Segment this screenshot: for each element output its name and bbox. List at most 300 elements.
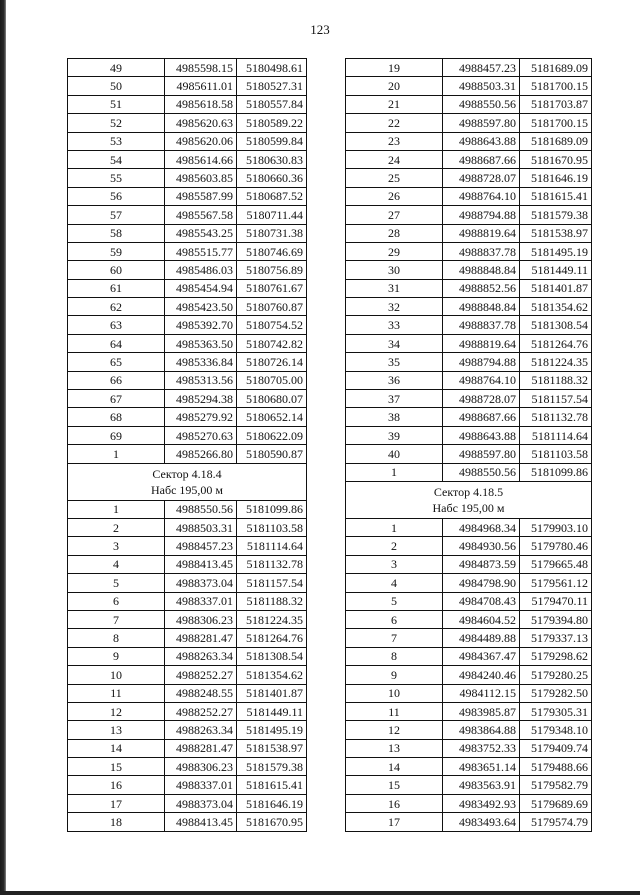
table-row — [68, 150, 307, 168]
table-row — [346, 279, 592, 297]
point-number-cell: 68 — [68, 408, 165, 426]
x-coordinate-cell: 4984873.59 — [443, 555, 520, 573]
y-coordinate-cell: 5179348.10 — [520, 721, 592, 739]
point-number-cell: 30 — [346, 261, 443, 279]
x-coordinate-cell: 4983752.33 — [443, 739, 520, 757]
x-coordinate-cell: 4988252.27 — [165, 702, 237, 720]
table-row — [68, 555, 307, 573]
y-coordinate-cell: 5181157.54 — [520, 390, 592, 408]
point-number-cell: 29 — [346, 242, 443, 260]
point-number-cell: 19 — [346, 59, 443, 77]
x-coordinate-cell: 4984240.46 — [443, 666, 520, 684]
y-coordinate-cell: 5180760.87 — [237, 298, 307, 316]
point-number-cell: 11 — [346, 702, 443, 720]
table-row — [68, 224, 307, 242]
x-coordinate-cell: 4988819.64 — [443, 224, 520, 242]
point-number-cell: 3 — [68, 537, 165, 555]
y-coordinate-cell: 5180680.07 — [237, 390, 307, 408]
x-coordinate-cell: 4988263.34 — [165, 647, 237, 665]
y-coordinate-cell: 5179337.13 — [520, 629, 592, 647]
x-coordinate-cell: 4988848.84 — [443, 261, 520, 279]
y-coordinate-cell: 5181188.32 — [520, 371, 592, 389]
point-number-cell: 26 — [346, 187, 443, 205]
point-number-cell: 21 — [346, 95, 443, 113]
point-number-cell: 7 — [68, 610, 165, 628]
table-row — [346, 445, 592, 463]
y-coordinate-cell: 5181689.09 — [520, 132, 592, 150]
coordinates-table-body — [346, 59, 592, 832]
x-coordinate-cell: 4988457.23 — [165, 537, 237, 555]
y-coordinate-cell: 5181308.54 — [237, 647, 307, 665]
table-row — [68, 629, 307, 647]
point-number-cell: 53 — [68, 132, 165, 150]
x-coordinate-cell: 4984708.43 — [443, 592, 520, 610]
point-number-cell: 38 — [346, 408, 443, 426]
point-number-cell: 13 — [68, 721, 165, 739]
table-row — [346, 647, 592, 665]
coordinates-table-right — [345, 58, 592, 832]
table-row — [68, 794, 307, 812]
y-coordinate-cell: 5181354.62 — [520, 298, 592, 316]
point-number-cell: 27 — [346, 206, 443, 224]
x-coordinate-cell: 4984968.34 — [443, 518, 520, 536]
table-row — [68, 371, 307, 389]
point-number-cell: 67 — [68, 390, 165, 408]
y-coordinate-cell: 5179488.66 — [520, 758, 592, 776]
table-row — [68, 59, 307, 77]
sector-header-cell — [346, 481, 592, 518]
x-coordinate-cell: 4988819.64 — [443, 334, 520, 352]
point-number-cell: 61 — [68, 279, 165, 297]
point-number-cell: 10 — [68, 666, 165, 684]
point-number-cell: 34 — [346, 334, 443, 352]
table-row — [68, 353, 307, 371]
y-coordinate-cell: 5180754.52 — [237, 316, 307, 334]
table-row — [346, 408, 592, 426]
x-coordinate-cell: 4983651.14 — [443, 758, 520, 776]
table-row — [68, 390, 307, 408]
sector-height: Набс 195,00 м — [150, 482, 224, 497]
x-coordinate-cell: 4988643.88 — [443, 132, 520, 150]
y-coordinate-cell: 5181103.58 — [237, 518, 307, 536]
y-coordinate-cell: 5179280.25 — [520, 666, 592, 684]
x-coordinate-cell: 4985598.15 — [165, 59, 237, 77]
x-coordinate-cell: 4988373.04 — [165, 794, 237, 812]
page-number: 123 — [310, 22, 330, 37]
x-coordinate-cell: 4985336.84 — [165, 353, 237, 371]
x-coordinate-cell: 4985603.85 — [165, 169, 237, 187]
point-number-cell: 17 — [346, 813, 443, 831]
y-coordinate-cell: 5181579.38 — [520, 206, 592, 224]
table-row — [68, 316, 307, 334]
point-number-cell: 23 — [346, 132, 443, 150]
x-coordinate-cell: 4985270.63 — [165, 426, 237, 444]
point-number-cell: 31 — [346, 279, 443, 297]
x-coordinate-cell: 4988413.45 — [165, 555, 237, 573]
x-coordinate-cell: 4988373.04 — [165, 574, 237, 592]
table-row — [346, 77, 592, 95]
point-number-cell: 37 — [346, 390, 443, 408]
y-coordinate-cell: 5180630.83 — [237, 150, 307, 168]
point-number-cell: 1 — [68, 445, 165, 463]
y-coordinate-cell: 5181264.76 — [520, 334, 592, 352]
x-coordinate-cell: 4988852.56 — [443, 279, 520, 297]
x-coordinate-cell: 4983563.91 — [443, 776, 520, 794]
y-coordinate-cell: 5180660.36 — [237, 169, 307, 187]
x-coordinate-cell: 4983493.64 — [443, 813, 520, 831]
y-coordinate-cell: 5181224.35 — [237, 610, 307, 628]
point-number-cell: 12 — [346, 721, 443, 739]
y-coordinate-cell: 5179282.50 — [520, 684, 592, 702]
table-row — [346, 721, 592, 739]
table-row — [68, 739, 307, 757]
table-row — [68, 279, 307, 297]
y-coordinate-cell: 5179394.80 — [520, 610, 592, 628]
table-row — [346, 776, 592, 794]
table-row — [68, 298, 307, 316]
table-row — [68, 206, 307, 224]
y-coordinate-cell: 5181495.19 — [520, 242, 592, 260]
y-coordinate-cell: 5180687.52 — [237, 187, 307, 205]
table-row — [68, 187, 307, 205]
x-coordinate-cell: 4985313.56 — [165, 371, 237, 389]
scan-edge-left — [0, 0, 6, 895]
point-number-cell: 10 — [346, 684, 443, 702]
point-number-cell: 1 — [346, 518, 443, 536]
point-number-cell: 4 — [346, 574, 443, 592]
point-number-cell: 69 — [68, 426, 165, 444]
table-row — [346, 666, 592, 684]
x-coordinate-cell: 4985611.01 — [165, 77, 237, 95]
table-row — [346, 224, 592, 242]
point-number-cell: 15 — [68, 758, 165, 776]
y-coordinate-cell: 5181700.15 — [520, 77, 592, 95]
x-coordinate-cell: 4988687.66 — [443, 408, 520, 426]
y-coordinate-cell: 5179689.69 — [520, 794, 592, 812]
y-coordinate-cell: 5181615.41 — [237, 776, 307, 794]
y-coordinate-cell: 5181132.78 — [520, 408, 592, 426]
x-coordinate-cell: 4985620.63 — [165, 114, 237, 132]
point-number-cell: 16 — [68, 776, 165, 794]
table-row — [68, 592, 307, 610]
table-row — [68, 758, 307, 776]
x-coordinate-cell: 4985543.25 — [165, 224, 237, 242]
point-number-cell: 9 — [68, 647, 165, 665]
point-number-cell: 2 — [346, 537, 443, 555]
point-number-cell: 6 — [68, 592, 165, 610]
table-row — [346, 426, 592, 444]
point-number-cell: 15 — [346, 776, 443, 794]
x-coordinate-cell: 4988306.23 — [165, 758, 237, 776]
point-number-cell: 50 — [68, 77, 165, 95]
x-coordinate-cell: 4984798.90 — [443, 574, 520, 592]
y-coordinate-cell: 5181114.64 — [520, 426, 592, 444]
sector-header-row — [346, 481, 592, 518]
table-row — [346, 150, 592, 168]
point-number-cell: 33 — [346, 316, 443, 334]
point-number-cell: 60 — [68, 261, 165, 279]
table-row — [68, 95, 307, 113]
y-coordinate-cell: 5181495.19 — [237, 721, 307, 739]
y-coordinate-cell: 5179298.62 — [520, 647, 592, 665]
table-row — [346, 298, 592, 316]
point-number-cell: 28 — [346, 224, 443, 242]
table-row — [346, 169, 592, 187]
point-number-cell: 8 — [346, 647, 443, 665]
table-row — [68, 445, 307, 463]
point-number-cell: 64 — [68, 334, 165, 352]
table-row — [68, 610, 307, 628]
y-coordinate-cell: 5179409.74 — [520, 739, 592, 757]
x-coordinate-cell: 4985515.77 — [165, 242, 237, 260]
sector-title: Сектор 4.18.4 — [152, 466, 222, 481]
point-number-cell: 52 — [68, 114, 165, 132]
x-coordinate-cell: 4988306.23 — [165, 610, 237, 628]
x-coordinate-cell: 4988550.56 — [165, 500, 237, 518]
y-coordinate-cell: 5180746.69 — [237, 242, 307, 260]
y-coordinate-cell: 5179305.31 — [520, 702, 592, 720]
x-coordinate-cell: 4983864.88 — [443, 721, 520, 739]
y-coordinate-cell: 5180589.22 — [237, 114, 307, 132]
x-coordinate-cell: 4983985.87 — [443, 702, 520, 720]
table-row — [346, 353, 592, 371]
sector-title: Сектор 4.18.5 — [433, 484, 504, 499]
y-coordinate-cell: 5181449.11 — [520, 261, 592, 279]
point-number-cell: 14 — [346, 758, 443, 776]
y-coordinate-cell: 5181670.95 — [520, 150, 592, 168]
table-row — [68, 666, 307, 684]
x-coordinate-cell: 4988597.80 — [443, 445, 520, 463]
point-number-cell: 58 — [68, 224, 165, 242]
x-coordinate-cell: 4988503.31 — [165, 518, 237, 536]
x-coordinate-cell: 4988413.45 — [165, 813, 237, 831]
y-coordinate-cell: 5181646.19 — [237, 794, 307, 812]
x-coordinate-cell: 4985618.58 — [165, 95, 237, 113]
table-row — [346, 555, 592, 573]
table-row — [346, 758, 592, 776]
y-coordinate-cell: 5180590.87 — [237, 445, 307, 463]
y-coordinate-cell: 5181264.76 — [237, 629, 307, 647]
point-number-cell: 32 — [346, 298, 443, 316]
coordinates-table-left — [67, 58, 307, 832]
y-coordinate-cell: 5181703.87 — [520, 95, 592, 113]
scan-edge-bottom — [0, 891, 640, 895]
table-row — [346, 537, 592, 555]
table-row — [68, 77, 307, 95]
y-coordinate-cell: 5180527.31 — [237, 77, 307, 95]
y-coordinate-cell: 5179470.11 — [520, 592, 592, 610]
y-coordinate-cell: 5181188.32 — [237, 592, 307, 610]
point-number-cell: 49 — [68, 59, 165, 77]
point-number-cell: 62 — [68, 298, 165, 316]
x-coordinate-cell: 4988281.47 — [165, 629, 237, 647]
x-coordinate-cell: 4988337.01 — [165, 592, 237, 610]
table-row — [346, 59, 592, 77]
point-number-cell: 20 — [346, 77, 443, 95]
table-row — [68, 518, 307, 536]
y-coordinate-cell: 5180711.44 — [237, 206, 307, 224]
y-coordinate-cell: 5181538.97 — [237, 739, 307, 757]
x-coordinate-cell: 4985392.70 — [165, 316, 237, 334]
x-coordinate-cell: 4988248.55 — [165, 684, 237, 702]
table-row — [346, 684, 592, 702]
table-row — [346, 390, 592, 408]
table-row — [68, 647, 307, 665]
table-row — [346, 610, 592, 628]
table-row — [346, 261, 592, 279]
point-number-cell: 17 — [68, 794, 165, 812]
x-coordinate-cell: 4984604.52 — [443, 610, 520, 628]
x-coordinate-cell: 4988550.56 — [443, 95, 520, 113]
point-number-cell: 9 — [346, 666, 443, 684]
x-coordinate-cell: 4988281.47 — [165, 739, 237, 757]
x-coordinate-cell: 4988337.01 — [165, 776, 237, 794]
table-row — [346, 187, 592, 205]
y-coordinate-cell: 5181132.78 — [237, 555, 307, 573]
table-row — [346, 206, 592, 224]
x-coordinate-cell: 4984367.47 — [443, 647, 520, 665]
x-coordinate-cell: 4985454.94 — [165, 279, 237, 297]
table-row — [346, 518, 592, 536]
y-coordinate-cell: 5179780.46 — [520, 537, 592, 555]
x-coordinate-cell: 4985587.99 — [165, 187, 237, 205]
y-coordinate-cell: 5180652.14 — [237, 408, 307, 426]
table-row — [68, 702, 307, 720]
y-coordinate-cell: 5181449.11 — [237, 702, 307, 720]
y-coordinate-cell: 5181689.09 — [520, 59, 592, 77]
y-coordinate-cell: 5179903.10 — [520, 518, 592, 536]
y-coordinate-cell: 5181401.87 — [520, 279, 592, 297]
y-coordinate-cell: 5181646.19 — [520, 169, 592, 187]
point-number-cell: 22 — [346, 114, 443, 132]
table-row — [346, 629, 592, 647]
point-number-cell: 65 — [68, 353, 165, 371]
table-row — [346, 371, 592, 389]
y-coordinate-cell: 5181354.62 — [237, 666, 307, 684]
x-coordinate-cell: 4988764.10 — [443, 371, 520, 389]
y-coordinate-cell: 5181308.54 — [520, 316, 592, 334]
x-coordinate-cell: 4988252.27 — [165, 666, 237, 684]
sector-header-row — [68, 463, 307, 500]
point-number-cell: 5 — [68, 574, 165, 592]
point-number-cell: 66 — [68, 371, 165, 389]
y-coordinate-cell: 5181224.35 — [520, 353, 592, 371]
table-row — [346, 334, 592, 352]
point-number-cell: 25 — [346, 169, 443, 187]
table-row — [346, 132, 592, 150]
x-coordinate-cell: 4985294.38 — [165, 390, 237, 408]
point-number-cell: 7 — [346, 629, 443, 647]
y-coordinate-cell: 5180742.82 — [237, 334, 307, 352]
point-number-cell: 2 — [68, 518, 165, 536]
x-coordinate-cell: 4988837.78 — [443, 316, 520, 334]
point-number-cell: 1 — [68, 500, 165, 518]
x-coordinate-cell: 4985486.03 — [165, 261, 237, 279]
x-coordinate-cell: 4988837.78 — [443, 242, 520, 260]
y-coordinate-cell: 5179582.79 — [520, 776, 592, 794]
x-coordinate-cell: 4984112.15 — [443, 684, 520, 702]
table-row — [346, 702, 592, 720]
y-coordinate-cell: 5180731.38 — [237, 224, 307, 242]
x-coordinate-cell: 4988503.31 — [443, 77, 520, 95]
table-row — [68, 537, 307, 555]
x-coordinate-cell: 4988597.80 — [443, 114, 520, 132]
x-coordinate-cell: 4988728.07 — [443, 169, 520, 187]
table-row — [346, 463, 592, 481]
point-number-cell: 54 — [68, 150, 165, 168]
x-coordinate-cell: 4984489.88 — [443, 629, 520, 647]
y-coordinate-cell: 5181099.86 — [237, 500, 307, 518]
y-coordinate-cell: 5181670.95 — [237, 813, 307, 831]
point-number-cell: 18 — [68, 813, 165, 831]
point-number-cell: 57 — [68, 206, 165, 224]
y-coordinate-cell: 5181700.15 — [520, 114, 592, 132]
table-row — [346, 592, 592, 610]
x-coordinate-cell: 4985266.80 — [165, 445, 237, 463]
table-row — [346, 114, 592, 132]
point-number-cell: 24 — [346, 150, 443, 168]
y-coordinate-cell: 5181103.58 — [520, 445, 592, 463]
point-number-cell: 4 — [68, 555, 165, 573]
point-number-cell: 35 — [346, 353, 443, 371]
table-row — [68, 261, 307, 279]
x-coordinate-cell: 4988263.34 — [165, 721, 237, 739]
table-row — [68, 813, 307, 831]
sector-header-cell — [68, 463, 307, 500]
table-row — [346, 95, 592, 113]
y-coordinate-cell: 5179574.79 — [520, 813, 592, 831]
table-row — [68, 426, 307, 444]
point-number-cell: 14 — [68, 739, 165, 757]
x-coordinate-cell: 4984930.56 — [443, 537, 520, 555]
point-number-cell: 51 — [68, 95, 165, 113]
y-coordinate-cell: 5180622.09 — [237, 426, 307, 444]
point-number-cell: 63 — [68, 316, 165, 334]
table-row — [68, 114, 307, 132]
table-row — [68, 408, 307, 426]
point-number-cell: 1 — [346, 463, 443, 481]
x-coordinate-cell: 4985567.58 — [165, 206, 237, 224]
y-coordinate-cell: 5181099.86 — [520, 463, 592, 481]
x-coordinate-cell: 4988643.88 — [443, 426, 520, 444]
point-number-cell: 36 — [346, 371, 443, 389]
y-coordinate-cell: 5180599.84 — [237, 132, 307, 150]
table-row — [346, 813, 592, 831]
y-coordinate-cell: 5180705.00 — [237, 371, 307, 389]
x-coordinate-cell: 4983492.93 — [443, 794, 520, 812]
point-number-cell: 6 — [346, 610, 443, 628]
point-number-cell: 59 — [68, 242, 165, 260]
coordinates-table-body — [68, 59, 307, 832]
y-coordinate-cell: 5180761.67 — [237, 279, 307, 297]
y-coordinate-cell: 5181615.41 — [520, 187, 592, 205]
table-row — [68, 242, 307, 260]
y-coordinate-cell: 5180756.89 — [237, 261, 307, 279]
y-coordinate-cell: 5180557.84 — [237, 95, 307, 113]
table-row — [346, 574, 592, 592]
table-row — [346, 316, 592, 334]
y-coordinate-cell: 5181579.38 — [237, 758, 307, 776]
point-number-cell: 13 — [346, 739, 443, 757]
point-number-cell: 11 — [68, 684, 165, 702]
sector-height: Набс 195,00 м — [432, 500, 505, 515]
table-row — [68, 132, 307, 150]
point-number-cell: 40 — [346, 445, 443, 463]
x-coordinate-cell: 4985620.06 — [165, 132, 237, 150]
table-row — [68, 500, 307, 518]
x-coordinate-cell: 4985614.66 — [165, 150, 237, 168]
x-coordinate-cell: 4988848.84 — [443, 298, 520, 316]
